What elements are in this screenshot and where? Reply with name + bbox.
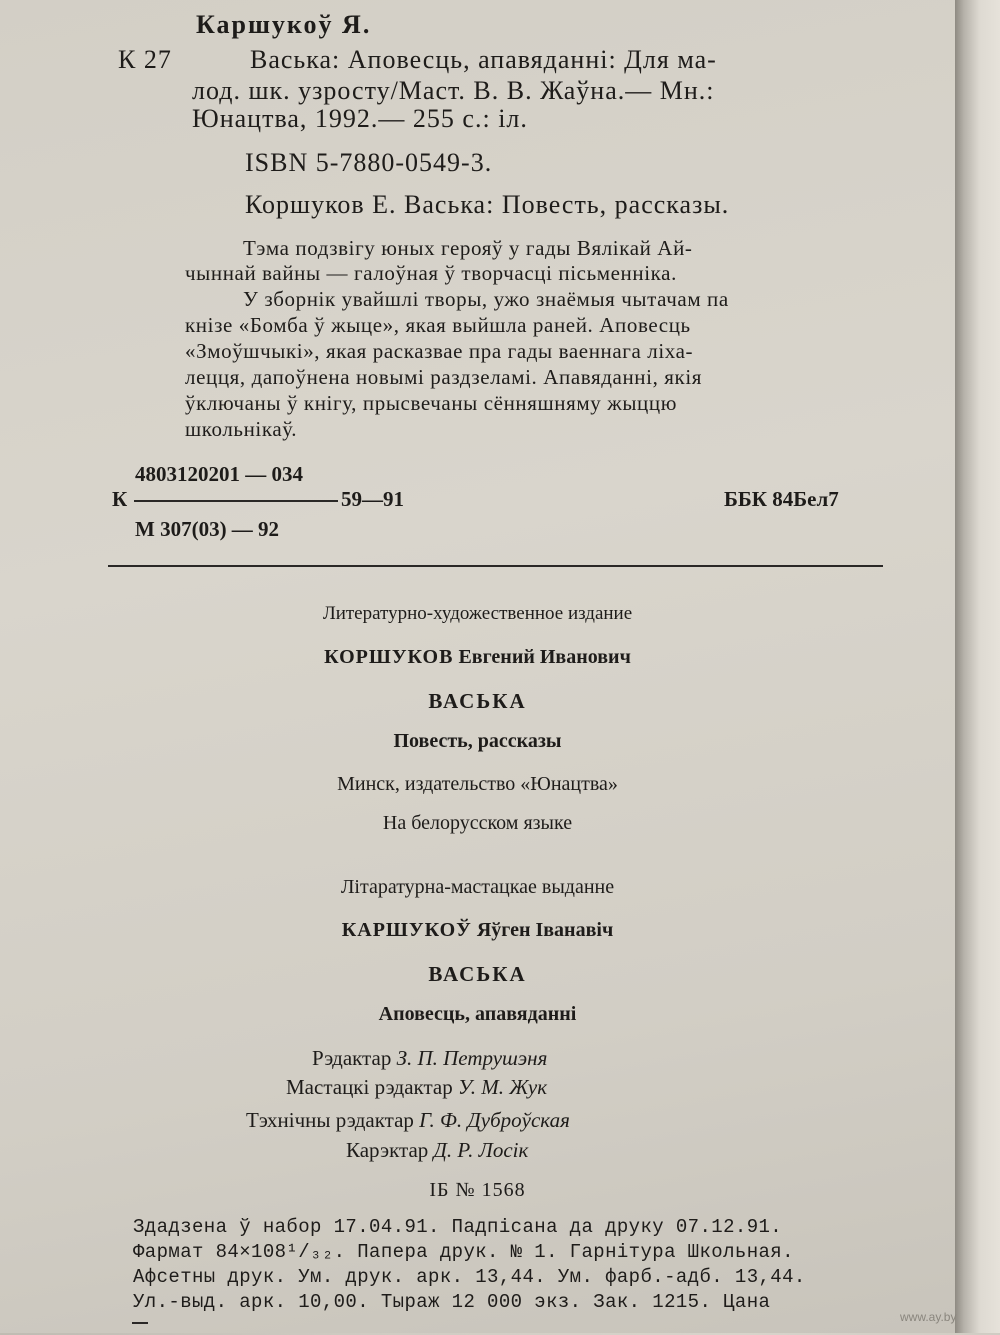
- cut-off-text-fragment: [132, 1322, 148, 1335]
- annotation-line: Тэма подзвігу юных герояў у гады Вялікай Ай-: [243, 236, 693, 260]
- credit-editor: [312, 1046, 547, 1071]
- ib-number: ІБ № 1568: [429, 1179, 526, 1201]
- imprint-line: Афсетны друк. Ум. друк. арк. 13,44. Ум. фарб.-адб. 13,44.: [133, 1266, 806, 1288]
- annotation-line: кнізе «Бомба ў жыце», якая выйшла раней. Аповесць: [185, 313, 691, 337]
- credit-role: Мастацкі рэдактар: [286, 1075, 453, 1099]
- ru-author: [0, 646, 955, 669]
- code-numerator: 4803120201 — 034: [135, 462, 303, 486]
- by-author-surname: КАРШУКОЎ: [341, 919, 472, 941]
- ru-edition-type: Литературно-художественное издание: [322, 603, 633, 624]
- by-subtitle: Аповесць, апавяданні: [378, 1003, 577, 1025]
- by-author-name: Яўген Іванавіч: [476, 919, 614, 941]
- imprint-line: Здадзена ў набор 17.04.91. Падпісана да друку 07.12.91.: [133, 1216, 783, 1238]
- bib-title-line-2: лод. шк. узросту/Маст. В. В. Жаўна.— Мн.:: [192, 76, 715, 105]
- watermark: www.ay.by: [900, 1310, 957, 1324]
- annotation-line: чыннай вайны — галоўная ў творчасці пісьменніка.: [185, 261, 677, 285]
- annotation-line: школьнікаў.: [185, 417, 298, 441]
- bbk-code: ББК 84Бел7: [724, 487, 839, 511]
- fraction-bar: [134, 500, 338, 502]
- by-title: ВАСЬКА: [428, 962, 527, 986]
- isbn: ISBN 5-7880-0549-3.: [245, 148, 493, 177]
- code-denominator: М 307(03) — 92: [135, 517, 280, 541]
- credit-role: Карэктар: [346, 1138, 429, 1162]
- imprint-line: Фармат 84×108¹/₃₂. Папера друк. № 1. Гарнітура Школьная.: [133, 1241, 794, 1263]
- code-letter: К: [112, 487, 128, 511]
- author-heading: Каршукоў Я.: [196, 10, 372, 39]
- ru-title: ВАСЬКА: [428, 689, 527, 713]
- credit-role: Рэдактар: [312, 1046, 392, 1070]
- section-divider: [108, 565, 883, 567]
- ru-author-surname: КОРШУКОВ: [324, 646, 454, 668]
- page-edge: [955, 0, 1000, 1333]
- credit-art-editor: [286, 1075, 547, 1100]
- imprint-line: Ул.-выд. арк. 10,00. Тыраж 12 000 экз. Зак. 1215. Цана: [133, 1291, 771, 1313]
- parallel-title: Коршуков Е. Васька: Повесть, рассказы.: [245, 190, 730, 219]
- by-author: [0, 919, 955, 942]
- by-edition-type: Літаратурна-мастацкае выданне: [340, 876, 615, 898]
- catalog-index: К 27: [118, 45, 172, 74]
- credit-name: Д. Р. Лосік: [433, 1138, 529, 1162]
- credit-name: З. П. Петрушэня: [396, 1046, 548, 1070]
- credit-name: Г. Ф. Дуброўская: [419, 1108, 570, 1132]
- credit-proofreader: [346, 1138, 528, 1163]
- code-suffix: 59—91: [341, 487, 404, 511]
- ru-author-name: Евгений Иванович: [458, 646, 631, 668]
- credit-role: Тэхнічны рэдактар: [246, 1108, 414, 1132]
- bib-title-line-3: Юнацтва, 1992.— 255 с.: іл.: [192, 104, 528, 133]
- annotation-line: У зборнік увайшлі творы, ужо знаёмыя чытачам па: [243, 287, 729, 311]
- credit-tech-editor: [246, 1108, 570, 1133]
- credit-name: У. М. Жук: [457, 1075, 548, 1099]
- annotation-line: лецця, дапоўнена новымі раздзеламі. Апавяданні, якія: [185, 365, 703, 389]
- ru-language: На белорусском языке: [382, 812, 573, 834]
- ru-subtitle: Повесть, рассказы: [393, 730, 562, 752]
- ru-publisher: Минск, издательство «Юнацтва»: [337, 773, 618, 795]
- annotation-line: «Змоўшчыкі», якая расказвае пра гады ваеннага ліха-: [185, 339, 694, 363]
- bib-title-line-1: Васька: Аповесць, апавяданні: Для ма-: [250, 45, 717, 74]
- annotation-line: ўключаны ў кнігу, прысвечаны сённяшняму жыццю: [185, 391, 677, 415]
